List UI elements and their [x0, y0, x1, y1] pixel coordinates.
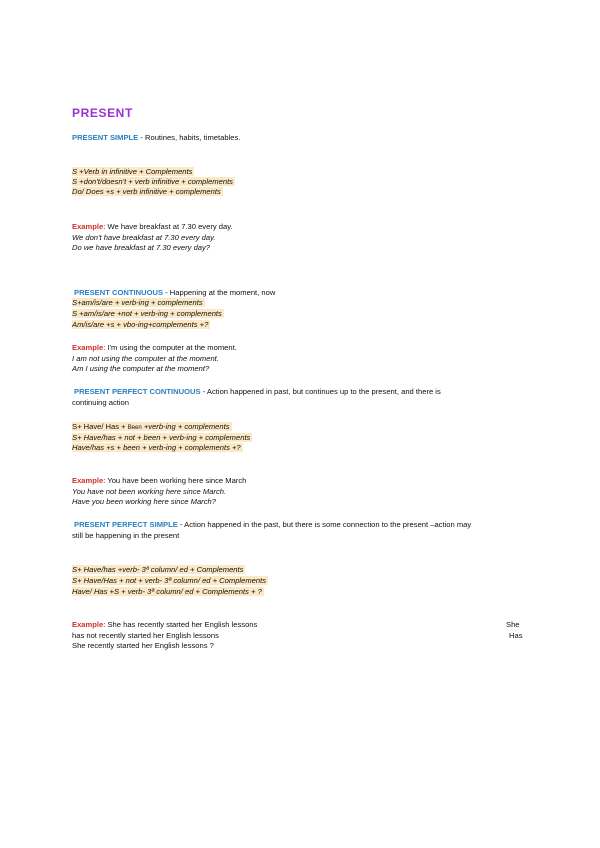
present-continuous-heading: PRESENT CONTINUOUS [74, 288, 164, 297]
present-perfect-simple-description-cont: still be happening in the present [72, 531, 180, 540]
present-simple-description: - Routines, habits, timetables. [138, 133, 241, 142]
example-label: Example [72, 343, 104, 352]
present-perfect-simple-example-question: She recently started her English lessons ? [72, 641, 214, 650]
present-perfect-continuous-heading: PRESENT PERFECT CONTINUOUS [74, 387, 201, 396]
present-continuous-formula-negative: S +am/is/are +not + verb-ing + complements [72, 309, 222, 318]
present-simple-example-affirmative: Example: We have breakfast at 7.30 every day. [72, 222, 233, 231]
present-perfect-continuous-example-affirmative: Example: You have been working here since March [72, 476, 247, 485]
present-perfect-simple-example-negative: has not recently started her English lessons [72, 631, 219, 640]
present-perfect-continuous-description-cont: continuing action [72, 398, 129, 407]
present-perfect-simple-example-wrap-2: Has [509, 631, 523, 640]
present-continuous-example-negative: I am not using the computer at the moment. [72, 354, 219, 363]
present-simple-heading-line [72, 133, 240, 143]
present-simple-heading: PRESENT SIMPLE [72, 133, 139, 142]
present-perfect-simple-heading-line [74, 520, 471, 530]
present-perfect-simple-formula-negative: S+ Have/Has + not + verb- 3ª column/ ed + Complements [72, 576, 267, 585]
present-perfect-continuous-example-negative: You have not been working here since March. [72, 487, 227, 496]
present-perfect-simple-example-wrap-1: She [506, 620, 520, 629]
present-perfect-simple-formula-affirmative: S+ Have/has +verb- 3ª column/ ed + Complements [72, 565, 244, 574]
present-simple-example-question: Do we have breakfast at 7.30 every day? [72, 243, 211, 252]
present-perfect-continuous-formula-affirmative: S+ Have/ Has + Been +verb-ing + complements [72, 422, 230, 431]
present-perfect-continuous-formula-question: Have/has +s + been + verb-ing + complements +? [72, 443, 241, 452]
present-simple-formula-affirmative: S +Verb in infinitive + Complements [72, 167, 193, 176]
present-perfect-simple-description: - Action happened in the past, but there is some connection to the present –action may [177, 520, 472, 529]
present-perfect-continuous-heading-line [74, 387, 441, 397]
present-continuous-example-question: Am I using the computer at the moment? [72, 364, 210, 373]
present-perfect-continuous-formula-negative: S+ Have/has + not + been + verb-ing + complements [72, 433, 251, 442]
present-perfect-simple-formula-question: Have/ Has +S + verb- 3ª column/ ed + Complements + ? [72, 587, 262, 596]
example-label: Example [72, 476, 104, 485]
present-perfect-continuous-example-question: Have you been working here since March? [72, 497, 216, 506]
present-perfect-simple-example-affirmative: Example: She has recently started her English lessons [72, 620, 258, 629]
present-continuous-example-affirmative: Example: I'm using the computer at the moment. [72, 343, 237, 352]
present-simple-formula-question: Do/ Does +s + verb infinitive + complements [72, 187, 221, 196]
present-continuous-description: - Happening at the moment, now [163, 288, 276, 297]
present-perfect-continuous-description: - Action happened in past, but continues up to the present, and there is [200, 387, 441, 396]
example-label: Example [72, 620, 104, 629]
page-title: PRESENT [72, 106, 133, 120]
present-continuous-formula-question: Am/is/are +s + vbo-ing+complements +? [72, 320, 209, 329]
present-continuous-formula-affirmative: S+am/is/are + verb-ing + complements [72, 298, 203, 307]
example-label: Example [72, 222, 104, 231]
present-continuous-heading-line [74, 288, 275, 298]
present-simple-formula-negative: S +don't/doesn't + verb infinitive + complements [72, 177, 233, 186]
present-simple-example-negative: We don't have breakfast at 7.30 every day. [72, 233, 216, 242]
present-perfect-simple-heading: PRESENT PERFECT SIMPLE [74, 520, 178, 529]
